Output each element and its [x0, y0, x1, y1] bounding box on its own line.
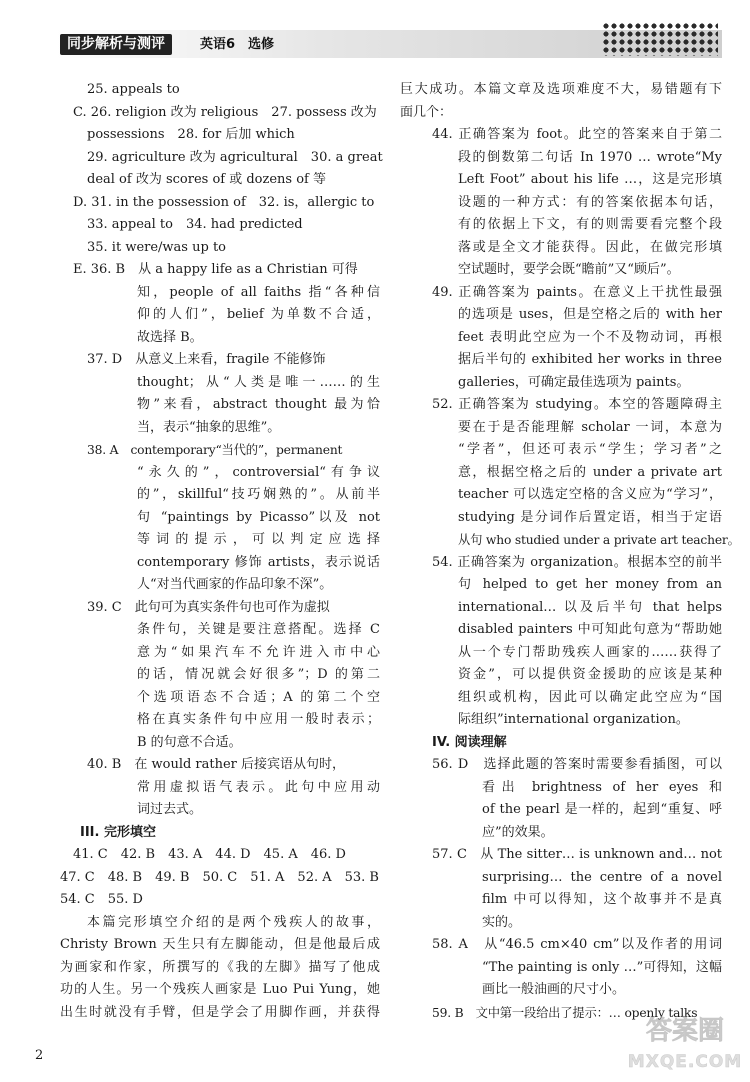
text-line: 的选项是 uses，但是空格之后的 with her — [458, 307, 722, 322]
text-line: “学者”，但还可表示“学生；学习者”之 — [458, 442, 722, 457]
text-line: 常用虚拟语气表示。此句中应用动 — [137, 779, 380, 795]
text-line: D. 31. in the possession of 32. is，allergic to — [73, 194, 375, 210]
text-line: 当，表示“抽象的思维”。 — [137, 419, 281, 435]
text-line: 的话，情况就会好很多”；D 的第二 — [137, 667, 380, 682]
left-column — [60, 79, 383, 1024]
text-line: contemporary 修饰 artists，表示说话 — [137, 554, 380, 570]
text-line: 54. C 55. D — [60, 892, 143, 907]
text-line: 要在于是否能理解 scholar 一词，本意为 — [458, 419, 722, 435]
text-line: 从句 who studied under a private art teacher。 — [458, 533, 740, 547]
text-line: 41. C 42. B 43. A 44. D 45. A 46. D — [73, 847, 346, 862]
text-line: 44. 正确答案为 foot。此空的答案来自于第二 — [432, 127, 722, 142]
section-heading: IV. 阅读理解 — [432, 734, 507, 750]
text-line: possessions 28. for 后加 which — [87, 127, 295, 142]
text-line: 出生时就没有手臂，但是学会了用脚作画，并获得 — [60, 1004, 380, 1020]
book-series-title: 同步解析与测评 — [60, 34, 172, 55]
header-dot-grid-decoration — [602, 22, 718, 56]
text-line: 本篇完形填空介绍的是两个残疾人的故事， — [87, 914, 380, 930]
text-line: 组织或机构，因此可以确定此空应为“国 — [458, 689, 722, 705]
text-line: surprising… the centre of a novel — [482, 869, 722, 885]
text-line: 意为“如果汽车不允许进入市中心 — [137, 644, 380, 660]
text-line: film 中可以得知，这个故事并不是真 — [482, 892, 722, 907]
text-line: 条件句，关键是要注意搭配。选择 C — [137, 622, 380, 637]
text-line: international… 以及后半句 that helps — [458, 599, 722, 615]
text-line: 有的依据上下文，有的则需要看完整个段 — [458, 217, 722, 232]
text-line: 39. C 此句可为真实条件句也可作为虚拟 — [87, 599, 330, 615]
text-line: galleries，可确定最佳选项为 paints。 — [458, 374, 690, 390]
text-line: B 的句意不合适。 — [137, 734, 242, 750]
text-line: 29. agriculture 改为 agricultural 30. a great — [87, 149, 383, 165]
text-line: Christy Brown 天生只有左脚能动，但是他最后成 — [60, 937, 380, 952]
text-line: 句 helped to get her money from an — [458, 577, 722, 592]
text-line: 从一个专门帮助残疾人画家的……获得了 — [458, 644, 722, 660]
text-line: 面几个： — [400, 104, 453, 120]
book-subject-label: 英语6 选修 — [200, 37, 275, 52]
text-line: 的”，skillful“技巧娴熟的”。从前半 — [137, 487, 380, 502]
text-line: 56. D 选择此题的答案时需要参看插图，可以 — [432, 757, 722, 772]
text-line: 个选项语态不合适；A 的第二个空 — [137, 689, 380, 705]
text-line: 38. A contemporary“当代的”，permanent — [87, 443, 343, 457]
text-line: 故选择 B。 — [137, 329, 203, 345]
text-line: 物”来看，abstract thought 最为恰 — [137, 397, 380, 412]
text-line: feet 表明此空应为一个不及物动词，再根 — [458, 329, 722, 345]
page-header — [0, 0, 750, 60]
text-line: 58. A 从“46.5 cm×40 cm”以及作者的用词 — [432, 937, 722, 952]
text-line: 句 “paintings by Picasso”以及 not — [137, 509, 380, 525]
text-line: 为画家和作家，所撰写的《我的左脚》描写了他成 — [60, 959, 380, 975]
text-line: 40. B 在 would rather 后接宾语从句时， — [87, 757, 346, 772]
text-line: 功的人生。另一个残疾人画家是 Luo Pui Yung，她 — [60, 982, 380, 997]
text-line: studying 是分词作后置定语，相当于定语 — [458, 509, 722, 525]
watermark-text-cn: 答案圈 — [645, 1016, 725, 1046]
text-line: 空试题时，要学会既“瞻前”又“顾后”。 — [458, 262, 680, 277]
text-line: 33. appeal to 34. had predicted — [87, 217, 303, 232]
page-number: 2 — [35, 1048, 44, 1063]
text-line: E. 36. B 从 a happy life as a Christian 可得 — [73, 262, 358, 277]
text-line: 57. C 从 The sitter… is unknown and… not — [432, 847, 722, 862]
text-line: thought；从“人类是唯一……的生 — [137, 374, 380, 390]
text-line: 落或是全文才能获得。因此，在做完形填 — [458, 239, 722, 255]
text-line: 词过去式。 — [137, 802, 203, 817]
text-line: “永久的”，controversial“有争议 — [137, 464, 380, 480]
text-line: 等词的提示，可以判定应选择 — [137, 532, 380, 547]
text-line: 实的。 — [482, 914, 522, 930]
text-line: deal of 改为 scores of 或 dozens of 等 — [87, 172, 326, 187]
text-line: “The painting is only …”可得知，这幅 — [482, 959, 722, 975]
text-line: disabled painters 中可知此句意为“帮助她 — [458, 622, 722, 637]
text-line: 画比一般油画的尺寸小。 — [482, 982, 626, 997]
right-column — [400, 79, 740, 1024]
text-line: 设题的一种方式：有的答案依据本句话， — [458, 194, 722, 210]
text-line: 人“对当代画家的作品印象不深”。 — [137, 577, 333, 592]
text-line: 据后半句的 exhibited her works in three — [458, 352, 722, 367]
text-line: 47. C 48. B 49. B 50. C 51. A 52. A 53. B — [60, 869, 379, 885]
text-line: 意，根据空格之后的 under a private art — [458, 464, 722, 480]
text-line: 54. 正确答案为 organization。根据本空的前半 — [432, 554, 722, 570]
watermark-logo — [628, 1005, 743, 1077]
text-line: 49. 正确答案为 paints。在意义上干扰性最强 — [432, 284, 722, 300]
text-line: C. 26. religion 改为 religious 27. possess 改为 — [73, 104, 377, 120]
text-line: 格在真实条件句中应用一般时表示； — [137, 712, 380, 727]
text-line: 看出 brightness of her eyes 和 — [482, 779, 722, 795]
text-line: Left Foot” about his life …，这是完形填 — [458, 172, 722, 187]
text-line: 35. it were/was up to — [87, 239, 226, 255]
text-line: 59. B 文中第一段给出了提示：… openly talks — [432, 1005, 698, 1020]
text-line: 仰的人们”，belief 为单数不合适， — [137, 307, 380, 322]
text-line: of the pearl 是一样的，起到“重复、呼 — [482, 802, 722, 817]
text-line: 巨大成功。本篇文章及选项难度不大，易错题有下 — [400, 82, 722, 97]
text-line: teacher 可以选定空格的含义应为“学习”， — [458, 487, 722, 502]
text-line: 知，people of all faiths 指“各种信 — [137, 284, 380, 300]
text-line: 52. 正确答案为 studying。本空的答题障碍主 — [432, 397, 722, 412]
text-line: 应”的效果。 — [482, 824, 554, 840]
section-heading: III. 完形填空 — [80, 824, 156, 840]
text-line: 37. D 从意义上来看，fragile 不能修饰 — [87, 352, 326, 367]
watermark-text-url: MXQE.COM — [628, 1052, 743, 1072]
text-line: 25. appeals to — [87, 82, 180, 97]
text-line: 资金”，可以提供资金援助的应该是某种 — [458, 667, 722, 682]
text-line: 段的倒数第二句话 In 1970 … wrote“My — [458, 149, 722, 165]
text-line: 际组织”international organization。 — [458, 712, 689, 727]
